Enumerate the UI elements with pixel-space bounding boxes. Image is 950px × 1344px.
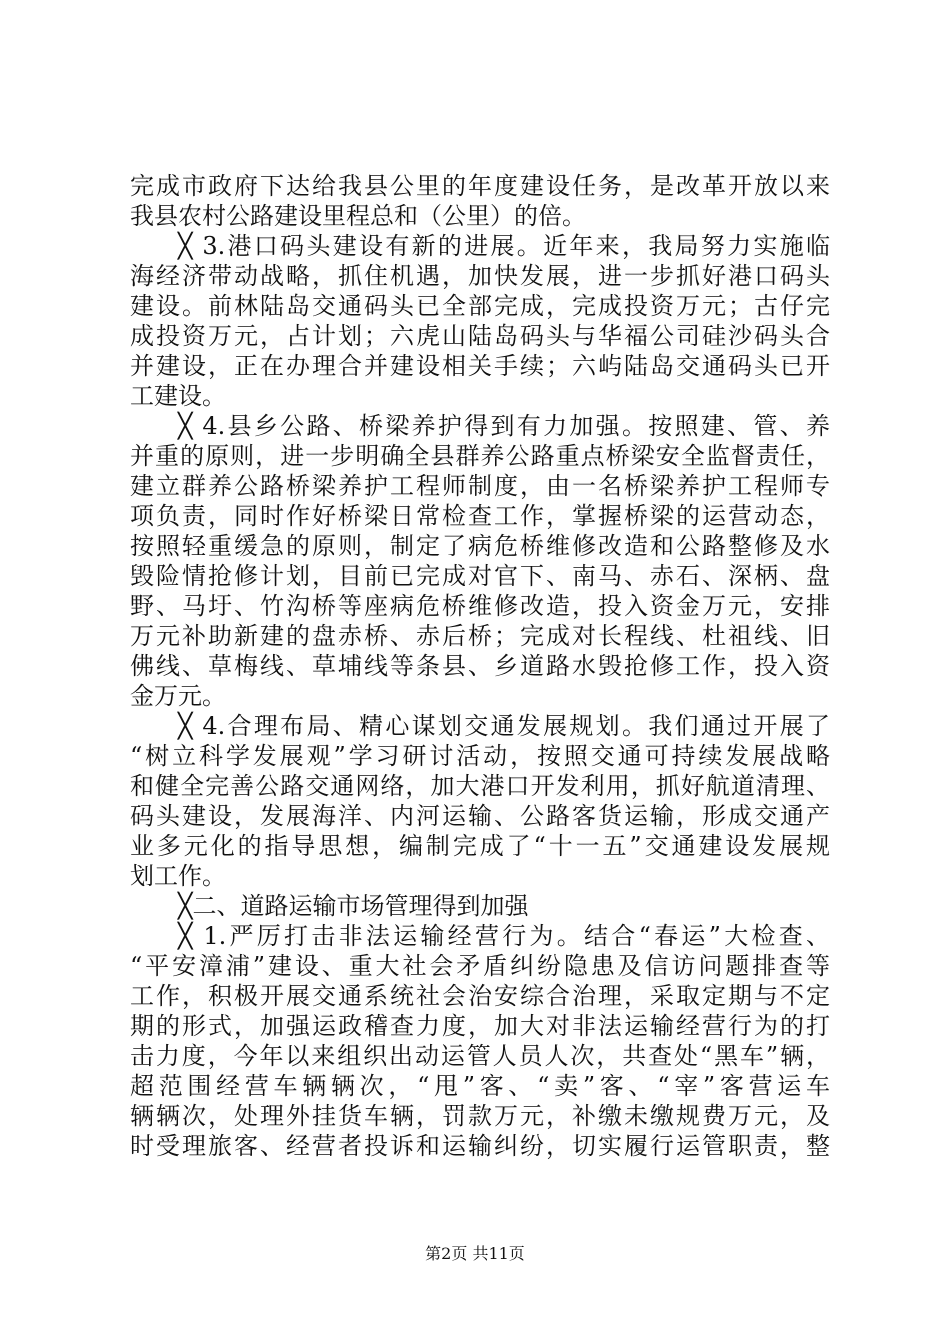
text-line: 我县农村公路建设里程总和（公里）的倍。 (130, 202, 586, 230)
text-line: 码头建设，发展海洋、内河运输、公路客货运输，形成交通产 (130, 802, 830, 830)
text-line: ╳ 4.县乡公路、桥梁养护得到有力加强。按照建、管、养 (178, 412, 830, 440)
text-line: 毁险情抢修计划，目前已完成对官下、南马、赤石、深柄、盘 (130, 562, 830, 590)
text-line: 野、马圩、竹沟桥等座病危桥维修改造，投入资金万元，安排 (130, 592, 830, 620)
text-line: 辆辆次，处理外挂货车辆，罚款万元，补缴未缴规费万元，及 (130, 1102, 830, 1130)
text-line: ╳ 1.严厉打击非法运输经营行为。结合“春运”大检查、 (178, 922, 830, 950)
text-line: 击力度，今年以来组织出动运管人员人次，共查处“黑车”辆， (130, 1042, 830, 1070)
page-number-footer: 第2页 共11页 (425, 1244, 525, 1263)
text-line: 海经济带动战略，抓住机遇，加快发展，进一步抓好港口码头 (130, 262, 830, 290)
text-line: 佛线、草梅线、草埔线等条县、乡道路水毁抢修工作，投入资 (130, 652, 830, 680)
text-line: 按照轻重缓急的原则，制定了病危桥维修改造和公路整修及水 (130, 532, 830, 560)
text-line: 时受理旅客、经营者投诉和运输纠纷，切实履行运管职责，整 (130, 1132, 830, 1160)
text-line: 成投资万元，占计划；六虎山陆岛码头与华福公司硅沙码头合 (130, 322, 830, 350)
text-line: 金万元。 (130, 682, 226, 710)
section-heading: ╳二、道路运输市场管理得到加强 (178, 892, 529, 920)
text-line: 期的形式，加强运政稽查力度，加大对非法运输经营行为的打 (130, 1012, 830, 1040)
text-line: 项负责，同时作好桥梁日常检查工作，掌握桥梁的运营动态， (130, 502, 830, 530)
text-line: 万元补助新建的盘赤桥、赤后桥；完成对长程线、杜祖线、旧 (130, 622, 830, 650)
text-line: 建设。前林陆岛交通码头已全部完成，完成投资万元；古仔完 (130, 292, 830, 320)
text-line: 并重的原则，进一步明确全县群养公路重点桥梁安全监督责任， (130, 442, 830, 470)
text-line: 业多元化的指导思想，编制完成了“十一五”交通建设发展规 (130, 832, 830, 860)
text-line: 完成市政府下达给我县公里的年度建设任务，是改革开放以来 (130, 172, 830, 200)
text-line: 和健全完善公路交通网络，加大港口开发利用，抓好航道清理、 (130, 772, 830, 800)
document-body (130, 171, 830, 1161)
text-line: 建立群养公路桥梁养护工程师制度，由一名桥梁养护工程师专 (130, 472, 830, 500)
text-line: 超范围经营车辆辆次，“甩”客、“卖”客、“宰”客营运车 (130, 1072, 830, 1100)
text-line: 划工作。 (130, 862, 226, 890)
text-line: 工作，积极开展交通系统社会治安综合治理，采取定期与不定 (130, 982, 830, 1010)
text-line: “平安漳浦”建设、重大社会矛盾纠纷隐患及信访问题排查等 (130, 952, 830, 980)
text-line: ╳ 3.港口码头建设有新的进展。近年来，我局努力实施临 (178, 232, 830, 260)
text-line: “树立科学发展观”学习研讨活动，按照交通可持续发展战略 (130, 742, 830, 770)
text-line: ╳ 4.合理布局、精心谋划交通发展规划。我们通过开展了 (178, 712, 830, 740)
text-line: 工建设。 (130, 382, 226, 410)
text-line: 并建设，正在办理合并建设相关手续；六屿陆岛交通码头已开 (130, 352, 830, 380)
